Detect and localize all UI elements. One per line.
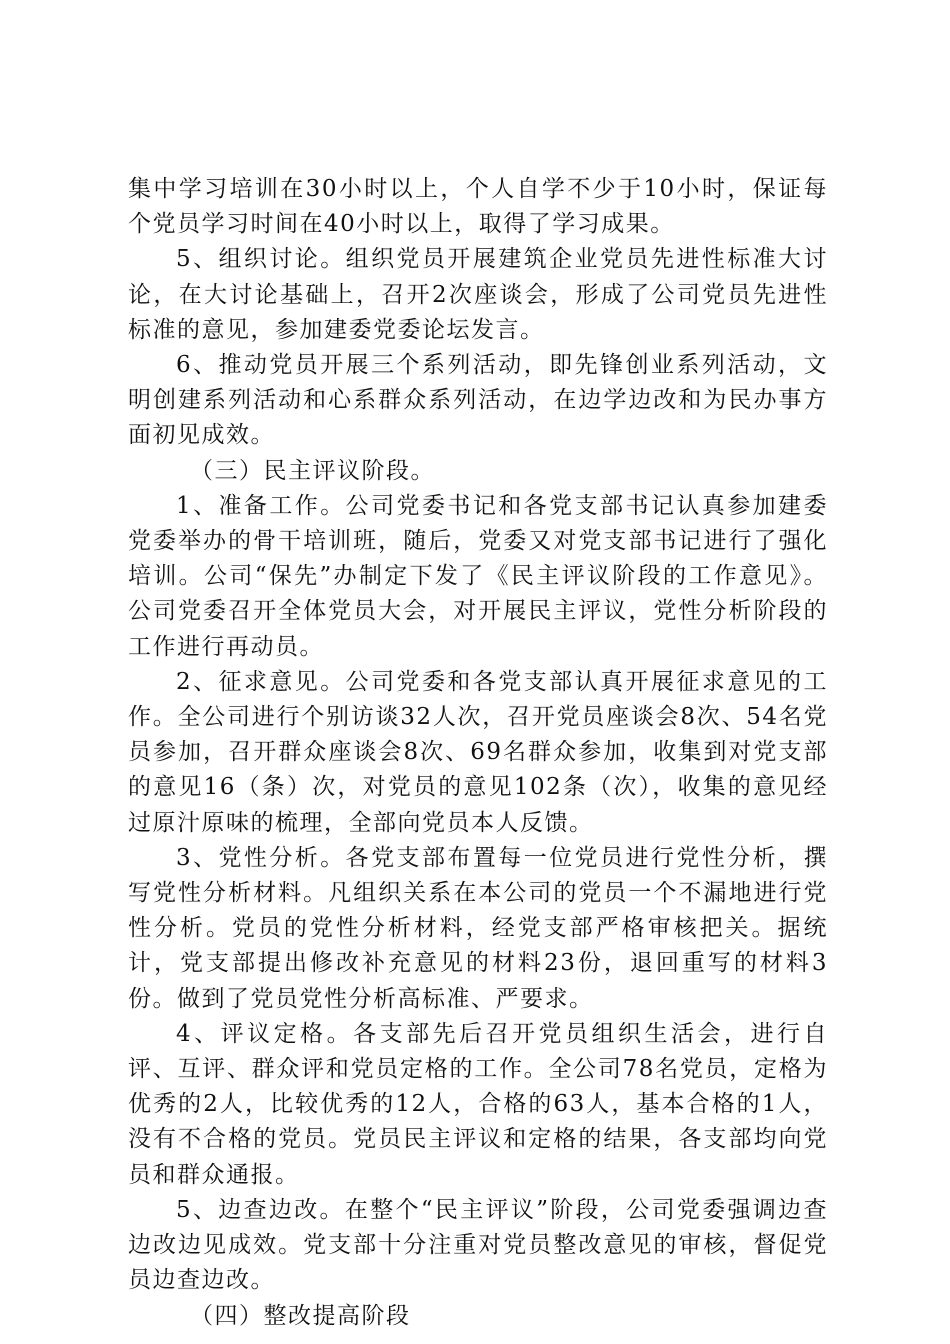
document-body	[128, 172, 828, 1334]
paragraph-check-and-correct: 5、边查边改。在整个“民主评议”阶段，公司党委强调边查边改边见成效。党支部十分注重对党员整改意见的审核，督促党员边查边改。	[128, 1196, 828, 1294]
paragraph-preparation-work: 1、准备工作。公司党委书记和各党支部书记认真参加建委党委举办的骨干培训班，随后，党委又对党支部书记进行了强化培训。公司“保先”办制定下发了《民主评议阶段的工作意见》。公司党委召开全体党员大会，对开展民主评议，党性分析阶段的工作进行再动员。	[128, 492, 828, 660]
paragraph-three-series-activities: 6、推动党员开展三个系列活动，即先锋创业系列活动，文明创建系列活动和心系群众系列活动，在边学边改和为民办事方面初见成效。	[128, 352, 828, 449]
section-heading-democratic-review: （三）民主评议阶段。	[190, 457, 435, 484]
paragraph-party-spirit-analysis: 3、党性分析。各党支部布置每一位党员进行党性分析，撰写党性分析材料。凡组织关系在本公司的党员一个不漏地进行党性分析。党员的党性分析材料，经党支部严格审核把关。据统计，党支部提出修改补充意见的材料23份，退回重写的材料3份。做到了党员党性分析高标准、严要求。	[128, 844, 828, 1012]
paragraph-study-hours: 集中学习培训在30小时以上，个人自学不少于10小时，保证每个党员学习时间在40小时以上，取得了学习成果。	[128, 176, 828, 238]
paragraph-review-rating: 4、评议定格。各支部先后召开党员组织生活会，进行自评、互评、群众评和党员定格的工作。全公司78名党员，定格为优秀的2人，比较优秀的12人，合格的63人，基本合格的1人，没有不合格的党员。党员民主评议和定格的结果，各支部均向党员和群众通报。	[128, 1020, 828, 1188]
paragraph-organize-discussion: 5、组织讨论。组织党员开展建筑企业党员先进性标准大讨论，在大讨论基础上，召开2次座谈会，形成了公司党员先进性标准的意见，参加建委党委论坛发言。	[128, 246, 828, 343]
section-heading-rectification: （四）整改提高阶段	[190, 1302, 411, 1329]
paragraph-solicit-opinions: 2、征求意见。公司党委和各党支部认真开展征求意见的工作。全公司进行个别访谈32人次，召开党员座谈会8次、54名党员参加，召开群众座谈会8次、69名群众参加，收集到对党支部的意见16（条）次，对党员的意见102条（次），收集的意见经过原汁原味的梳理，全部向党员本人反馈。	[128, 668, 828, 836]
